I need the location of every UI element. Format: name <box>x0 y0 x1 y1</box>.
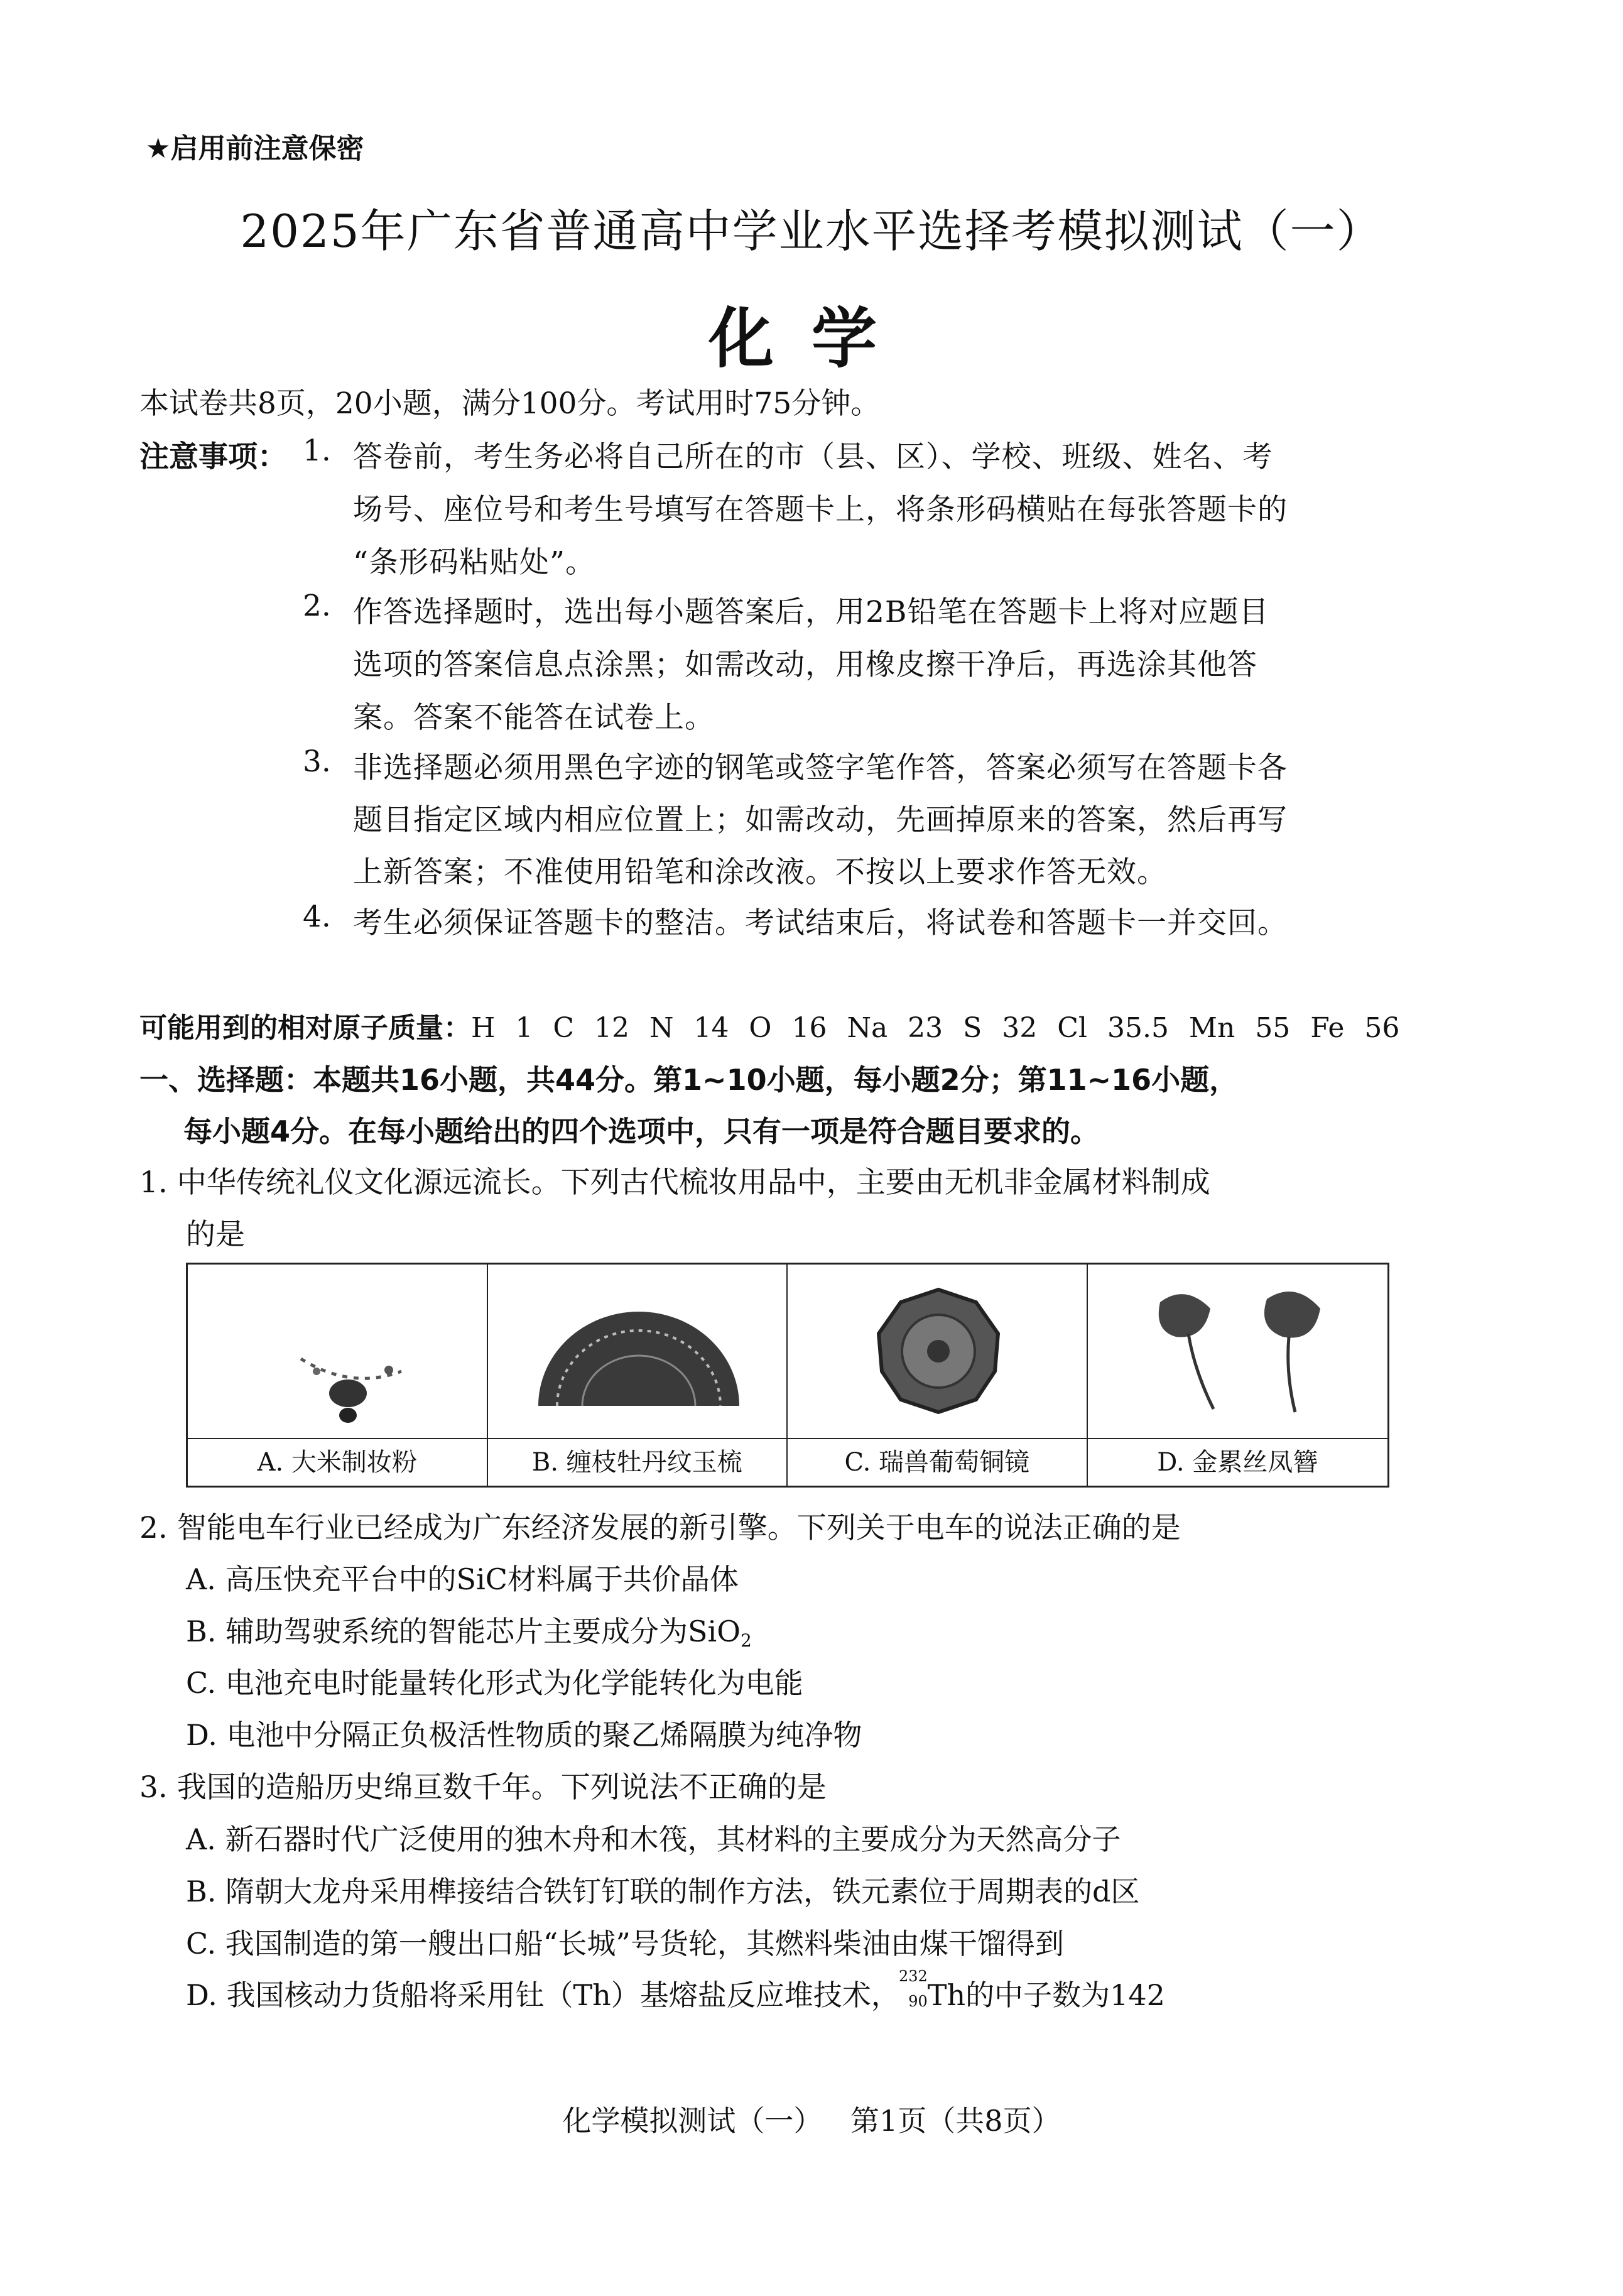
notice-item-2-line-2: 选项的答案信息点涂黑；如需改动，用橡皮擦干净后，再选涂其他答 <box>353 648 1257 682</box>
subject-title: 化学 <box>708 300 915 377</box>
question-3-stem: 3. 我国的造船历史绵亘数千年。下列说法不正确的是 <box>139 1770 827 1805</box>
notice-item-2-line-1: 作答选择题时，选出每小题答案后，用2B铅笔在答题卡上将对应题目 <box>353 595 1269 629</box>
rice-powder-image <box>188 1265 489 1440</box>
option-a-caption: A. 大米制妆粉 <box>188 1438 487 1486</box>
notice-item-3-line-2: 题目指定区域内相应位置上；如需改动，先画掉原来的答案，然后再写 <box>353 803 1288 837</box>
notice-item-2-line-3: 案。答案不能答在试卷上。 <box>353 700 715 735</box>
atomic-number: 90 <box>908 1993 928 2010</box>
mass-number: 232 <box>898 1967 928 1985</box>
question-1-stem-line-2: 的是 <box>186 1217 245 1252</box>
exam-intro: 本试卷共8页，20小题，满分100分。考试用时75分钟。 <box>139 386 881 421</box>
page-footer: 化学模拟测试（一） 第1页（共8页） <box>562 2104 1061 2138</box>
question-3-option-d <box>186 1967 1165 2014</box>
question-1-stem-line-1: 1. 中华传统礼仪文化源远流长。下列古代梳妆用品中，主要由无机非金属材料制成 <box>139 1165 1210 1200</box>
gold-hairpin-image <box>1088 1265 1389 1440</box>
bronze-mirror-image <box>788 1265 1089 1440</box>
question-2-option-b <box>186 1609 752 1651</box>
notice-item-1-line-1: 答卷前，考生务必将自己所在的市（县、区）、学校、班级、姓名、考 <box>353 440 1273 474</box>
notice-item-1-line-2: 场号、座位号和考生号填写在答题卡上，将条形码横贴在每张答题卡的 <box>353 492 1288 527</box>
notice-item-3-line-1: 非选择题必须用黑色字迹的钢笔或签字笔作答，答案必须写在答题卡各 <box>353 751 1288 785</box>
question-2-option-a: A. 高压快充平台中的SiC材料属于共价晶体 <box>186 1562 739 1596</box>
section-heading-line-1: 一、选择题：本题共16小题，共44分。第1~10小题，每小题2分；第11~16小题， <box>139 1063 1239 1097</box>
option-b-cell <box>488 1265 788 1486</box>
question-3-option-d-text: D. 我国核动力货船将采用钍（Th）基熔盐反应堆技术， <box>186 1978 900 2012</box>
question-2-option-d: D. 电池中分隔正负极活性物质的聚乙烯隔膜为纯净物 <box>186 1718 862 1752</box>
option-c-cell <box>788 1265 1088 1486</box>
question-3-option-b: B. 隋朝大龙舟采用榫接结合铁钉钉联的制作方法，铁元素位于周期表的d区 <box>186 1874 1140 1908</box>
notice-item-4-number: 4. <box>303 900 331 934</box>
notice-item-3-number: 3. <box>303 744 331 779</box>
section-heading-line-2: 每小题4分。在每小题给出的四个选项中，只有一项是符合题目要求的。 <box>183 1114 1100 1148</box>
question-1-image-table <box>186 1263 1389 1488</box>
question-2-option-b-text: B. 辅助驾驶系统的智能芯片主要成分为SiO <box>186 1614 741 1648</box>
notice-label: 注意事项： <box>139 440 287 474</box>
question-3-option-c: C. 我国制造的第一艘出口船“长城”号货轮，其燃料柴油由煤干馏得到 <box>186 1927 1064 1961</box>
notice-item-3-line-3: 上新答案；不准使用铅笔和涂改液。不按以上要求作答无效。 <box>353 855 1167 890</box>
option-d-caption: D. 金累丝凤簪 <box>1088 1438 1388 1486</box>
exam-title: 2025年广东省普通高中学业水平选择考模拟测试（一） <box>240 205 1383 258</box>
notice-item-2-number: 2. <box>303 589 331 623</box>
jade-comb-image <box>488 1265 790 1440</box>
option-a-cell <box>188 1265 488 1486</box>
notice-item-1-line-3: “条形码粘贴处”。 <box>353 545 596 580</box>
atomic-masses <box>139 1005 1399 1045</box>
confidential-notice: ★启用前注意保密 <box>146 133 364 165</box>
option-b-caption: B. 缠枝牡丹纹玉梳 <box>488 1438 787 1486</box>
question-3-option-a: A. 新石器时代广泛使用的独木舟和木筏，其材料的主要成分为天然高分子 <box>186 1822 1121 1856</box>
option-d-cell <box>1088 1265 1388 1486</box>
question-2-stem: 2. 智能电车行业已经成为广东经济发展的新引擎。下列关于电车的说法正确的是 <box>139 1511 1181 1545</box>
atomic-masses-label: 可能用到的相对原子质量： <box>139 1012 471 1044</box>
question-3-option-d-tail: Th的中子数为142 <box>927 1978 1165 2012</box>
atomic-masses-values: H 1 C 12 N 14 O 16 Na 23 S 32 Cl 35.5 Mn 55 Fe 56 <box>471 1012 1400 1044</box>
notice-item-4-line-1: 考生必须保证答题卡的整洁。考试结束后，将试卷和答题卡一并交回。 <box>353 906 1288 940</box>
notice-item-1-number: 1. <box>303 433 331 468</box>
question-2-option-c: C. 电池充电时能量转化形式为化学能转化为电能 <box>186 1666 803 1700</box>
subscript-2: 2 <box>740 1630 752 1651</box>
isotope-notation <box>898 1967 928 2010</box>
option-c-caption: C. 瑞兽葡萄铜镜 <box>788 1438 1087 1486</box>
